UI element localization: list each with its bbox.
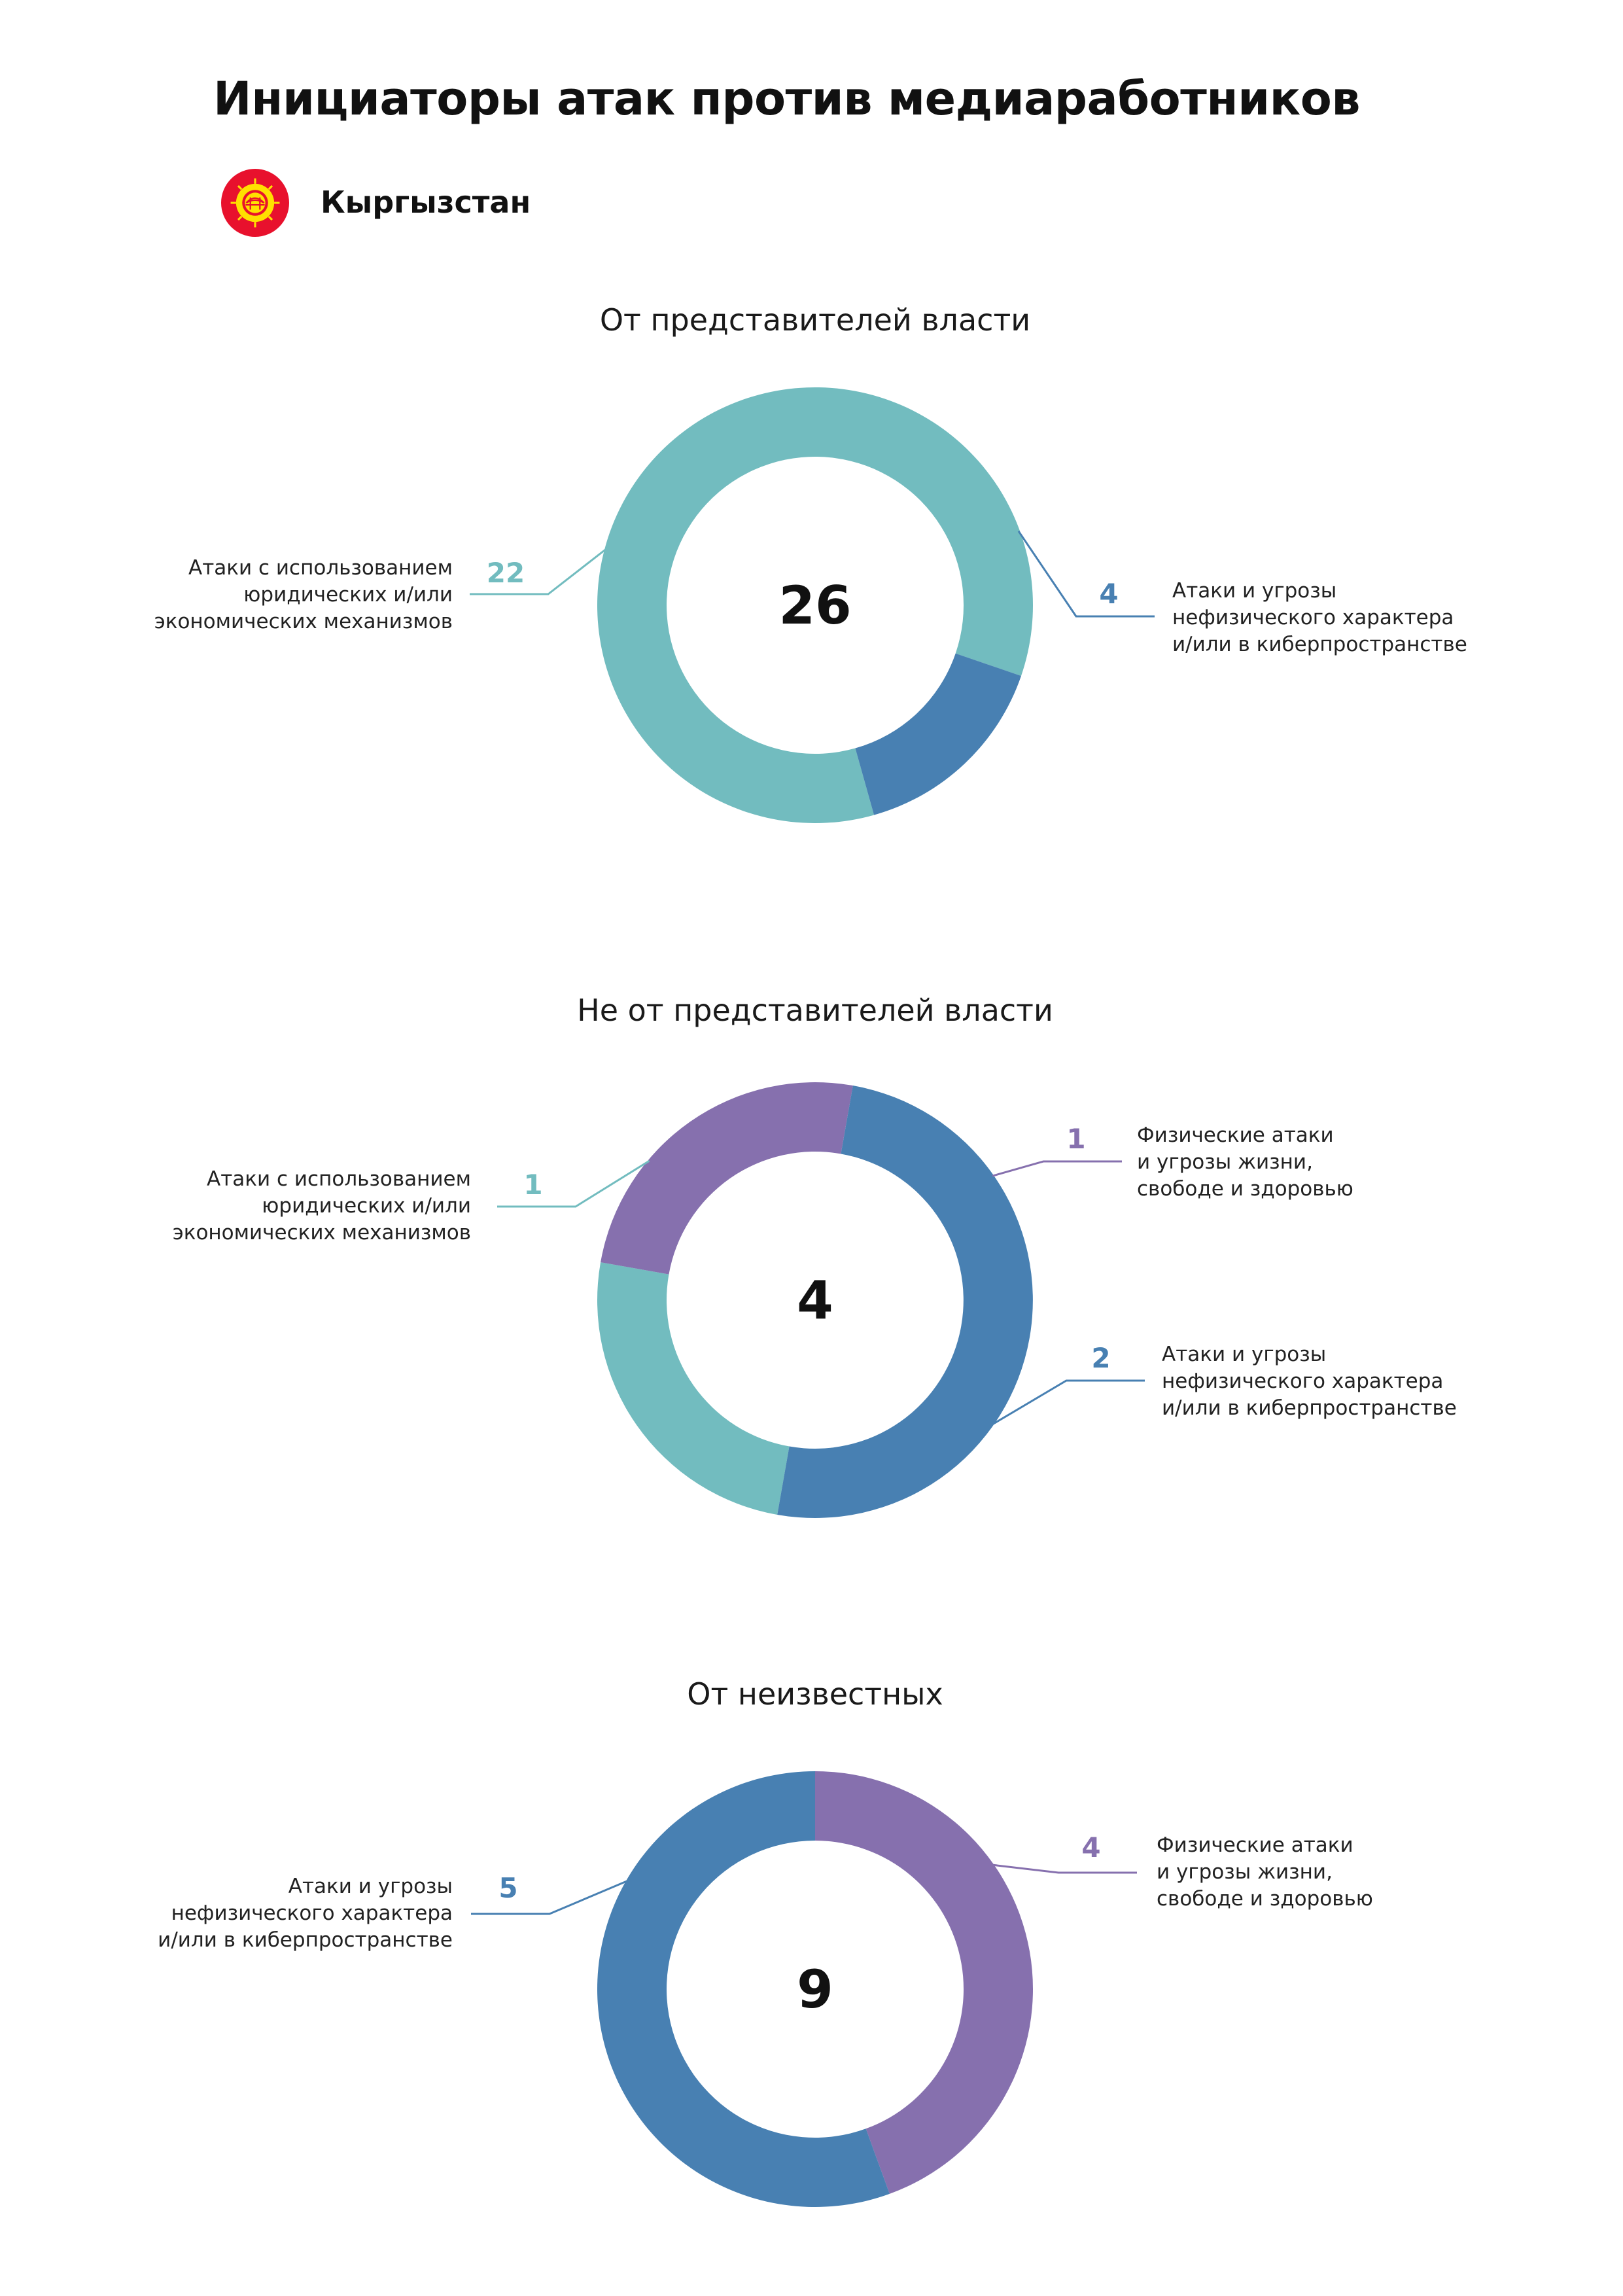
- slice-label: Атаки с использованием: [207, 1167, 471, 1191]
- slice-label: нефизического характера: [171, 1901, 453, 1925]
- slice-label: Атаки и угрозы: [1162, 1343, 1327, 1366]
- chart-title: От неизвестных: [687, 1676, 943, 1712]
- slice-label: и/или в киберпространстве: [158, 1928, 453, 1952]
- slice-label: юридических и/или: [262, 1194, 471, 1218]
- page-title: Инициаторы атак против медиаработников: [213, 72, 1361, 126]
- pie-slice: [855, 654, 1021, 815]
- slice-label: нефизического характера: [1172, 606, 1454, 629]
- data-label: 1: [1066, 1123, 1086, 1155]
- slice-label: Атаки и угрозы: [288, 1875, 453, 1898]
- chart-title: Не от представителей власти: [577, 993, 1053, 1028]
- data-label: 4: [1099, 578, 1119, 610]
- slice-label: и/или в киберпространстве: [1162, 1396, 1457, 1420]
- slice-label: Атаки и угрозы: [1172, 579, 1337, 603]
- slice-label: нефизического характера: [1162, 1369, 1444, 1393]
- chart-total: 4: [797, 1270, 833, 1331]
- data-label: 22: [486, 557, 525, 589]
- callout-line: [992, 1381, 1145, 1424]
- chart-title: От представителей власти: [599, 302, 1031, 338]
- slice-label: свободе и здоровью: [1157, 1887, 1373, 1911]
- callout-line: [1019, 531, 1155, 616]
- slice-label: и угрозы жизни,: [1157, 1860, 1333, 1884]
- slice-label: и/или в киберпространстве: [1172, 633, 1467, 656]
- slice-label: юридических и/или: [243, 583, 453, 607]
- slice-label: и угрозы жизни,: [1137, 1150, 1313, 1174]
- slice-label: экономических механизмов: [172, 1221, 471, 1245]
- slice-label: Физические атаки: [1137, 1123, 1334, 1147]
- chart-total: 9: [797, 1959, 833, 2020]
- pie-slice: [601, 1082, 853, 1275]
- callout-line: [992, 1161, 1122, 1176]
- pie-slice: [815, 1771, 1033, 2194]
- data-label: 5: [498, 1872, 518, 1904]
- slice-label: Физические атаки: [1157, 1833, 1353, 1857]
- slice-label: свободе и здоровью: [1137, 1177, 1353, 1201]
- donut-chart-3: [158, 1676, 1373, 2207]
- slice-label: Атаки с использованием: [188, 556, 453, 580]
- donut-chart-2: [173, 993, 1457, 1518]
- data-label: 2: [1091, 1342, 1111, 1374]
- country-label: Кыргызстан: [321, 185, 531, 220]
- chart-total: 26: [778, 575, 852, 636]
- data-label: 1: [523, 1169, 543, 1201]
- slice-label: экономических механизмов: [154, 610, 453, 633]
- donut-chart-1: [154, 302, 1467, 823]
- callout-line: [992, 1865, 1137, 1873]
- callout-line: [471, 1881, 627, 1915]
- data-label: 4: [1081, 1831, 1101, 1863]
- pie-slice: [597, 1262, 790, 1515]
